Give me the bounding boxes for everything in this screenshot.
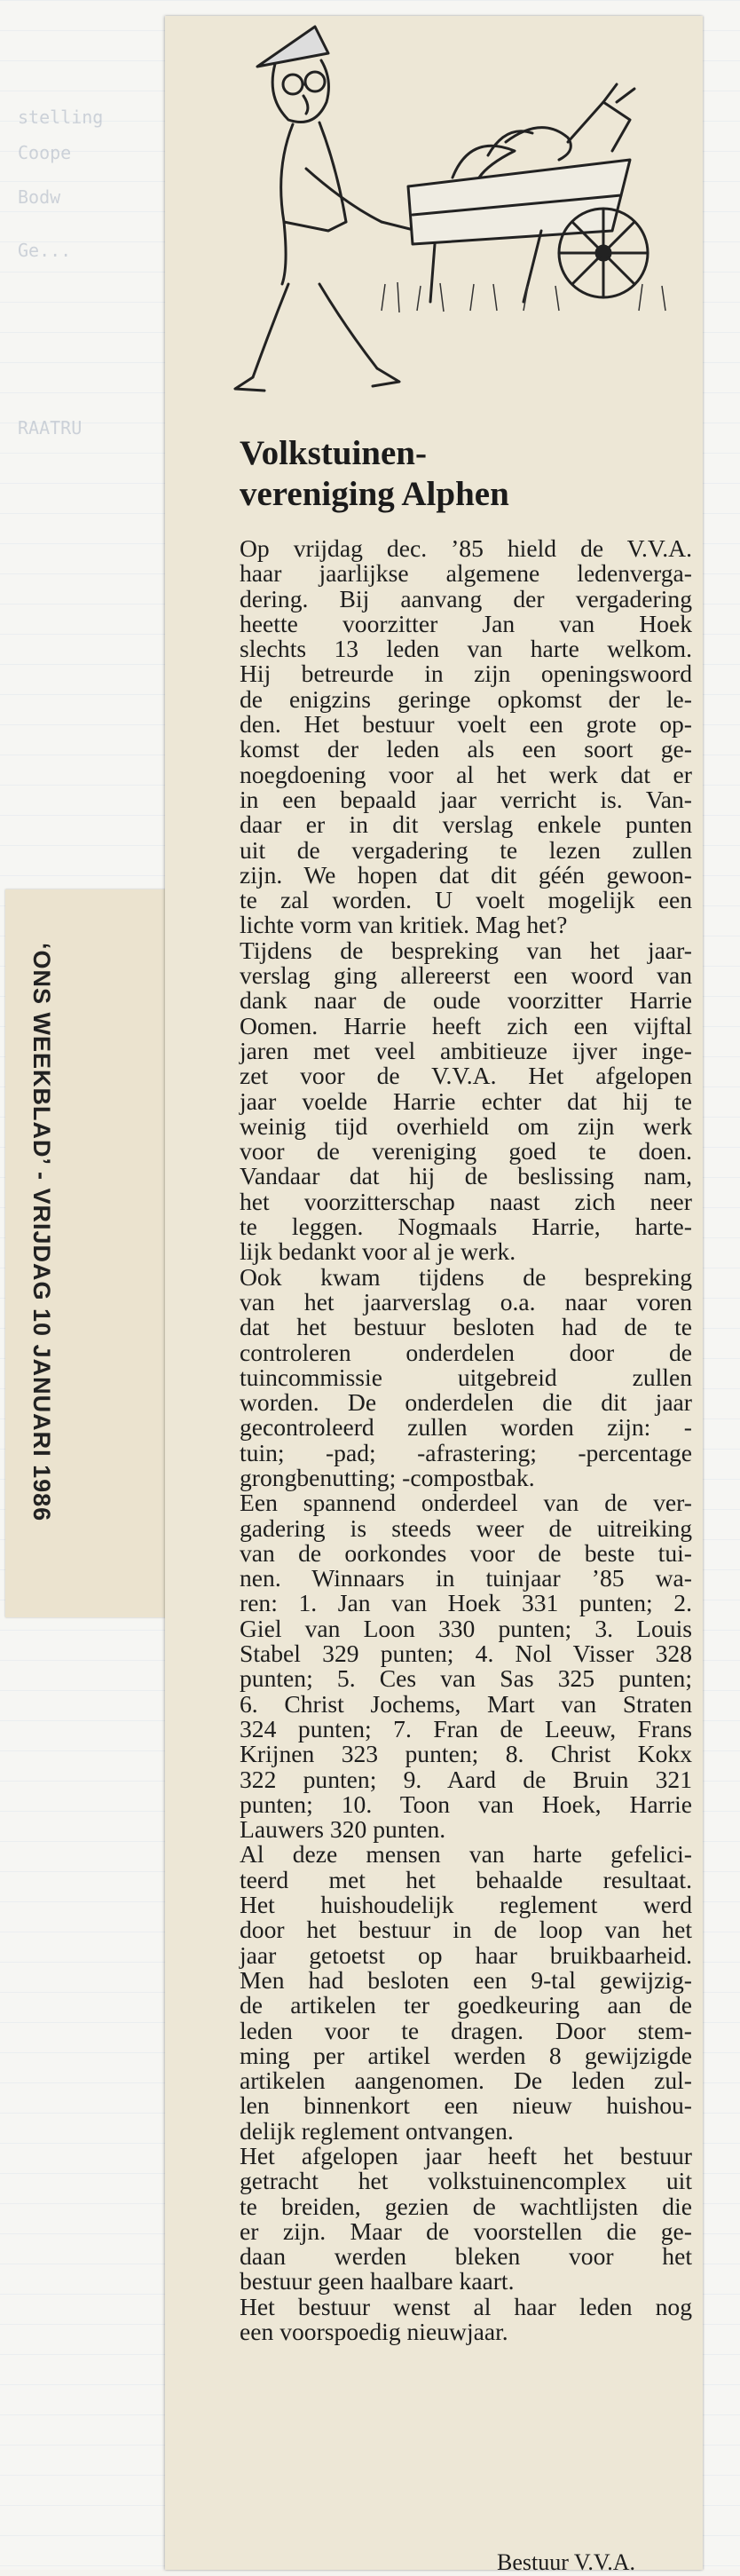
article-line: den. Het bestuur voelt een grote op- — [240, 710, 692, 739]
article-line: bestuur geen haalbare kaart. — [240, 2267, 515, 2295]
article-line: 6. Christ Jochems, Mart van Straten — [240, 1689, 692, 1718]
article-line: Op vrijdag dec. ’85 hield de V.V.A. — [240, 534, 692, 562]
background-form-fragment: Coope — [18, 142, 72, 163]
article-line: artikelen aangenomen. De leden zul- — [240, 2066, 692, 2095]
article-line: worden. De onderdelen die dit jaar — [240, 1388, 692, 1417]
article-line: punten; 5. Ces van Sas 325 punten; — [240, 1664, 692, 1693]
article-line: Krijnen 323 punten; 8. Christ Kokx — [240, 1740, 692, 1768]
article-line: lijk bedankt voor al je werk. — [240, 1237, 516, 1266]
background-form-fragment: RAATRU — [18, 417, 83, 439]
article-line: uit de vergadering te lezen zullen — [240, 835, 692, 864]
article-line: het voorzitterschap naast zich neer — [240, 1187, 692, 1215]
article-line: Vandaar dat hij de beslissing nam, — [240, 1162, 692, 1190]
article-line: Men had besloten een 9-tal gewijzig- — [240, 1965, 692, 1994]
newspaper-caption — [16, 943, 60, 1600]
article-line: Oomen. Harrie heeft zich een vijftal — [240, 1011, 692, 1039]
article-line: Tijdens de bespreking van het jaar- — [240, 936, 692, 964]
article-line: gadering is steeds weer de uitreiking — [240, 1513, 692, 1542]
background-form-fragment: Bodw — [18, 186, 61, 208]
article-line: Lauwers 320 punten. — [240, 1815, 446, 1844]
article-line: in een bepaald jaar verricht is. Van- — [240, 785, 692, 813]
newspaper-caption-text: ‘ONS WEEKBLAD’ - VRIJDAG 10 JANUARI 1986 — [28, 943, 55, 1522]
article-line: noegdoening voor al het werk dat er — [240, 760, 692, 788]
article-line: nen. Winnaars in tuinjaar ’85 wa- — [240, 1564, 692, 1592]
article-line: de enigzins geringe opkomst der le- — [240, 684, 692, 713]
article-line: ren: 1. Jan van Hoek 331 punten; 2. — [240, 1589, 692, 1617]
article-line: jaar voelde Harrie echter dat hij te — [240, 1087, 692, 1115]
article-line: Al deze mensen van harte gefelici- — [240, 1840, 692, 1869]
gardener-wheelbarrow-illustration — [222, 18, 683, 408]
article-signature: Bestuur V.V.A. — [497, 2549, 636, 2575]
article-line: dering. Bij aanvang der vergadering — [240, 584, 692, 612]
article-line: slechts 13 leden van harte welkom. — [240, 635, 692, 663]
article-line: er zijn. Maar de voorstellen die ge- — [240, 2216, 692, 2245]
article-line: delijk reglement ontvangen. — [240, 2116, 514, 2145]
article-line: haar jaarlijkse algemene ledenverga- — [240, 559, 692, 588]
article-line: dank naar de oude voorzitter Harrie — [240, 986, 692, 1015]
article-line: leden voor te dragen. Door stem- — [240, 2016, 692, 2044]
article-line: Het bestuur wenst al haar leden nog — [240, 2292, 692, 2320]
article-line: van de oorkondes voor de beste tui- — [240, 1538, 692, 1567]
article-line: heette voorzitter Jan van Hoek — [240, 609, 692, 637]
article-line: Een spannend onderdeel van de ver- — [240, 1489, 692, 1517]
article-line: tuincommissie uitgebreid zullen — [240, 1363, 692, 1391]
article-line: te zal worden. U voelt mogelijk een — [240, 886, 692, 914]
article-line: een voorspoedig nieuwjaar. — [240, 2318, 508, 2346]
article-line: Ook kwam tijdens de bespreking — [240, 1262, 692, 1291]
article-line: verslag ging allereerst een woord van — [240, 961, 692, 990]
article-line: len binnenkort een nieuw huishou- — [240, 2091, 692, 2120]
article-line: zet voor de V.V.A. Het afgelopen — [240, 1062, 692, 1090]
article-line: Stabel 329 punten; 4. Nol Visser 328 — [240, 1640, 692, 1668]
article-line: daar er in dit verslag enkele punten — [240, 810, 692, 839]
article-line: tuin; -pad; -afrastering; -percentage — [240, 1438, 692, 1466]
article-line: gecontroleerd zullen worden zijn: - — [240, 1413, 692, 1442]
article-line: Het afgelopen jaar heeft het bestuur — [240, 2142, 692, 2169]
article-title-line: vereniging Alphen — [240, 475, 509, 513]
article-line: ming per artikel werden 8 gewijzigde — [240, 2041, 692, 2069]
article-line: daan werden bleken voor het — [240, 2242, 692, 2271]
article-line: 324 punten; 7. Fran de Leeuw, Frans — [240, 1714, 692, 1742]
article-line: van het jaarverslag o.a. naar voren — [240, 1287, 692, 1316]
article-line: jaren met veel ambitieuze ijver inge- — [240, 1036, 692, 1064]
article-line: punten; 10. Toon van Hoek, Harrie — [240, 1790, 692, 1818]
article-line: weinig tijd overhield om zijn werk — [240, 1111, 692, 1140]
article-line: lichte vorm van kritiek. Mag het? — [240, 911, 568, 939]
article-line: controleren onderdelen door de — [240, 1338, 692, 1366]
article-line: teerd met het behaalde resultaat. — [240, 1865, 692, 1893]
article-line: Giel van Loon 330 punten; 3. Louis — [240, 1614, 692, 1642]
article-line: de artikelen ter goedkeuring aan de — [240, 1991, 692, 2019]
article-line: getracht het volkstuinencomplex uit — [240, 2167, 692, 2195]
article-line: te leggen. Nogmaals Harrie, harte- — [240, 1213, 692, 1241]
article-line: dat het bestuur besloten had de te — [240, 1313, 692, 1341]
article-line: zijn. We hopen dat dit géén gewoon- — [240, 860, 692, 889]
article-title-line: Volkstuinen- — [240, 434, 427, 472]
article-line: grongbenutting; -compostbak. — [240, 1463, 535, 1491]
article-line: voor de vereniging goed te doen. — [240, 1137, 692, 1166]
article-line: Het huishoudelijk reglement werd — [240, 1891, 692, 1919]
article-line: door het bestuur in de loop van het — [240, 1916, 692, 1944]
article-body — [240, 536, 692, 2344]
background-form-fragment: stelling — [18, 107, 104, 128]
article-line: Hij betreurde in zijn openingswoord — [240, 660, 692, 688]
background-form-fragment: Ge... — [18, 240, 72, 261]
article-line: komst der leden als een soort ge- — [240, 735, 692, 763]
article-line: jaar getoetst op haar bruikbaarheid. — [240, 1940, 692, 1969]
article-line: 322 punten; 9. Aard de Bruin 321 — [240, 1765, 692, 1793]
article-title — [240, 433, 665, 515]
article-line: te breiden, gezien de wachtlijsten die — [240, 2192, 692, 2220]
